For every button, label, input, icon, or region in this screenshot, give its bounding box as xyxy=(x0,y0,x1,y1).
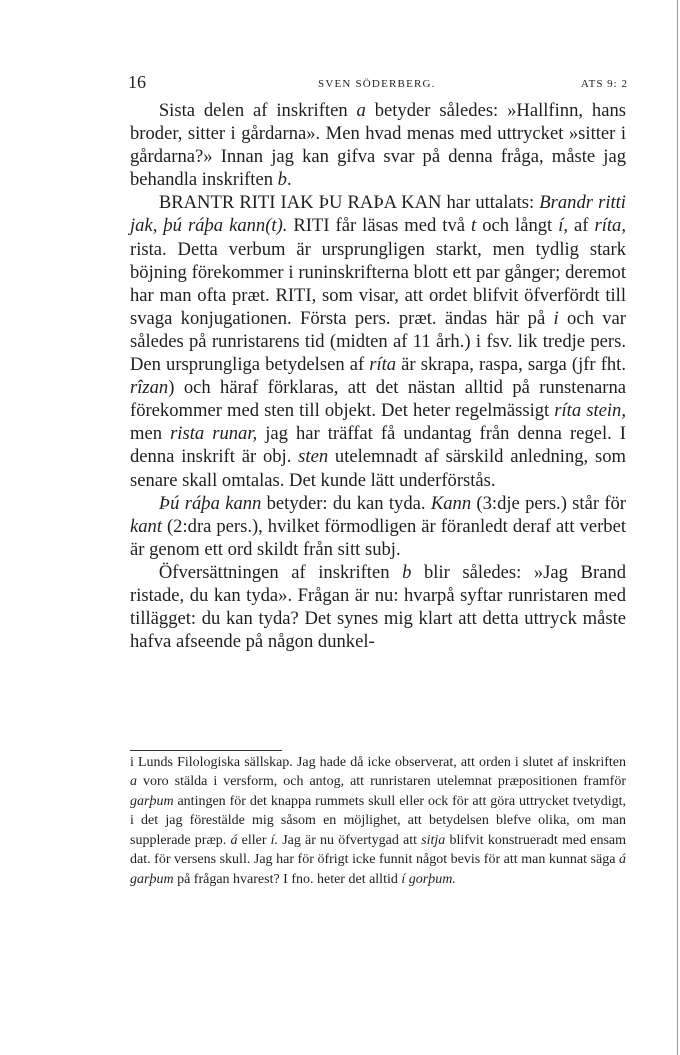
running-title: SVEN SÖDERBERG. xyxy=(318,78,436,90)
paragraph-1: Sista delen af inskriften a betyder således: »Hallfinn, hans broder, sitter i gårdarna». Men hvad menas med uttrycket »sitter i gårdarna?» Innan jag kan gifva svar på denna fråga, måste jag behandla inskriften b. xyxy=(130,100,626,191)
running-header xyxy=(128,72,628,96)
series-reference: ATS 9: 2 xyxy=(580,78,628,90)
footnote: i Lunds Filologiska sällskap. Jag hade då icke observerat, att orden i slutet af inskriften a voro stälda i versform, och antog, att runristaren utelemnat præpositionen framför garþum antingen för det knappa rummets skull eller ock för att göra uttrycket tvetydigt, i det jag förestälde mig såsom en möjlighet, att betydelsen blefve olika, om man supplerade præp. á eller í. Jag är nu öfvertygad att sitja blifvit konstrueradt med ensam dat. för versens skull. Jag har för öfrigt icke funnit något bevis för att man kunnat säga á garþum på frågan hvarest? I fno. heter det alltid í gorþum. xyxy=(130,755,626,887)
paragraph-2: BRANTR RITI IAK ÞU RAÞA KAN har uttalats: Brandr ritti jak, þú ráþa kann(t). RITI får läsas med två t och långt í, af ríta, rista. Detta verbum är ursprungligen starkt, men tydlig stark böjning förekommer i runinskrifterna blott ett par gånger; deremot har man ofta præt. RITI, som visar, att ordet blifvit öfverfördt till svaga konjugationen. Första pers. præt. ändas här på i och var således på runristarens tid (midten af 11 årh.) i fsv. lik tredje pers. Den ursprungliga betydelsen af ríta är skrapa, raspa, sarga (jfr fht. rîzan) och häraf förklaras, att det nästan alltid på runstenarna förekommer med sten till objekt. Det heter regelmässigt ríta stein, men rista runar, jag har träffat få undantag från denna regel. I denna inskrift är obj. sten utelemnadt af särskild anledning, som senare skall omtalas. Det kunde lätt underförstås. xyxy=(130,192,626,491)
paragraph-4: Öfversättningen af inskriften b blir således: »Jag Brand ristade, du kan tyda». Frågan är nu: hvarpå syftar runristaren med tillägget: du kan tyda? Det synes mig klart att detta uttryck måste hafva afseende på någon dunkel- xyxy=(130,561,626,653)
page-edge-line xyxy=(677,0,678,1055)
paragraph-3: Þú ráþa kann betyder: du kan tyda. Kann (3:dje pers.) står för kant (2:dra pers.), hvilket förmodligen är föranledt deraf att verbet är genom ett ord skildt från sitt subj. xyxy=(130,492,627,560)
footnote-divider xyxy=(130,750,282,751)
page-number: 16 xyxy=(128,72,146,92)
main-text xyxy=(130,99,626,653)
